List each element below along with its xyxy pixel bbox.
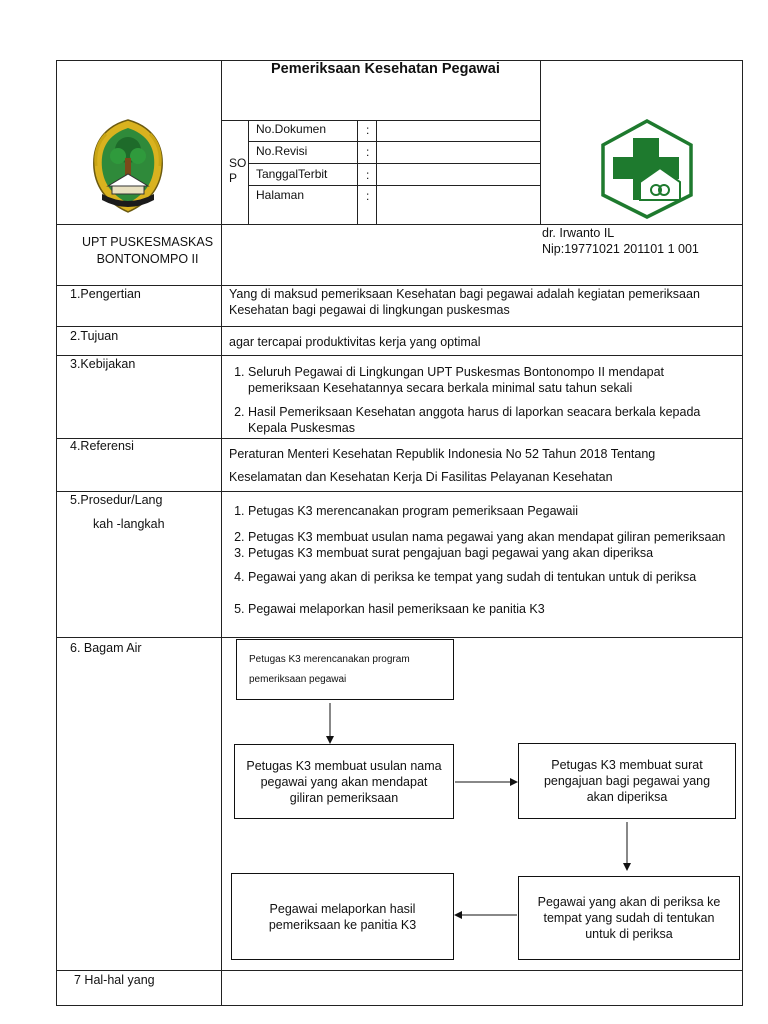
signer-name: dr. Irwanto IL (542, 226, 615, 240)
org-name: UPT PUSKESMASKAS BONTONOMPO II (82, 235, 214, 266)
section-label-kebijakan: 3.Kebijakan (70, 357, 136, 371)
flow-box-1: Petugas K3 merencanakan program pemeriksaan pegawai (236, 639, 454, 700)
field-label-halaman: Halaman (256, 188, 305, 202)
sop-label: SO P (229, 156, 247, 185)
field-label-no-revisi: No.Revisi (256, 144, 308, 158)
flow-box-4: Pegawai yang akan di periksa ke tempat yang sudah di tentukan untuk di periksa (518, 876, 740, 960)
flow-box-2: Petugas K3 membuat usulan nama pegawai yang akan mendapat giliran pemeriksaan (234, 744, 454, 819)
section-text-referensi-2: Keselamatan dan Kesehatan Kerja Di Fasilitas Pelayanan Kesehatan (229, 470, 613, 484)
list-item: 2. Petugas K3 membuat usulan nama pegawai yang akan mendapat giliran pemeriksaan (248, 529, 725, 545)
section-text-pengertian: Yang di maksud pemeriksaan Kesehatan bagi pegawai adalah kegiatan pemeriksaan Kesehatan bagi pegawai di lingkungan puskesmas (229, 287, 700, 317)
section-text-referensi-1: Peraturan Menteri Kesehatan Republik Indonesia No 52 Tahun 2018 Tentang (229, 447, 656, 461)
field-sep: : (366, 168, 370, 182)
section-label-prosedur-1: 5.Prosedur/Lang (70, 493, 163, 507)
list-item: 1. Seluruh Pegawai di Lingkungan UPT Puskesmas Bontonompo II mendapat pemeriksaan Kesehatannya secara berkala minimal satu tahun sekali (248, 364, 700, 396)
list-item: 3. Petugas K3 membuat surat pengajuan bagi pegawai yang akan diperiksa (248, 545, 725, 561)
flow-box-3: Petugas K3 membuat surat pengajuan bagi pegawai yang akan diperiksa (518, 743, 736, 819)
field-label-no-dokumen: No.Dokumen (256, 122, 327, 136)
section-label-bagan: 6. Bagam Air (70, 641, 142, 655)
field-sep: : (366, 189, 370, 203)
document-title: Pemeriksaan Kesehatan Pegawai (271, 61, 500, 77)
signer-nip: Nip:19771021 201101 1 001 (542, 242, 699, 256)
list-item: 5. Pegawai melaporkan hasil pemeriksaan ke panitia K3 (248, 601, 725, 617)
section-label-prosedur-2: kah -langkah (93, 517, 165, 531)
flow-box-5: Pegawai melaporkan hasil pemeriksaan ke panitia K3 (231, 873, 454, 960)
field-sep: : (366, 145, 370, 159)
section-label-referensi: 4.Referensi (70, 439, 134, 453)
list-item: 4. Pegawai yang akan di periksa ke tempat yang sudah di tentukan untuk di periksa (248, 569, 725, 585)
section-label-halhal: 7 Hal-hal yang (74, 973, 155, 987)
section-text-tujuan: agar tercapai produktivitas kerja yang optimal (229, 335, 481, 349)
section-label-pengertian: 1.Pengertian (70, 287, 141, 301)
list-item: 1. Petugas K3 merencanakan program pemeriksaan Pegawaii (248, 503, 725, 519)
field-label-tanggal-terbit: TanggalTerbit (256, 167, 328, 181)
list-item: 2. Hasil Pemeriksaan Kesehatan anggota harus di laporkan seacara berkala kepada Kepala Puskesmas (248, 404, 700, 436)
section-label-tujuan: 2.Tujuan (70, 329, 119, 343)
field-sep: : (366, 123, 370, 137)
